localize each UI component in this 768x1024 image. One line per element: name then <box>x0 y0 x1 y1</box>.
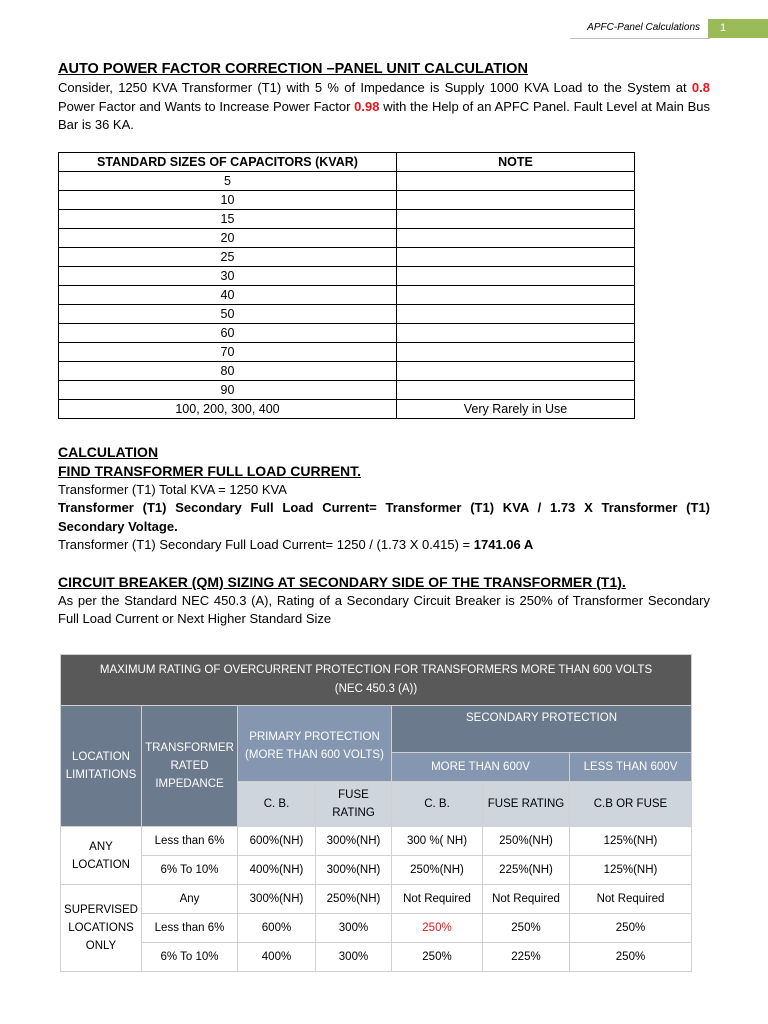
table-cell: 300% <box>316 943 392 972</box>
transformer-kva-line: Transformer (T1) Total KVA = 1250 KVA <box>58 481 287 497</box>
primary-fuse-header: FUSE RATING <box>316 782 392 827</box>
secondary-protection-header: SECONDARY PROTECTION <box>392 706 692 753</box>
table-cell <box>397 304 635 323</box>
table-cell <box>397 209 635 228</box>
table-cell: 125%(NH) <box>570 856 692 885</box>
table-cell: 250%(NH) <box>316 885 392 914</box>
secondary-fuse-header: FUSE RATING <box>483 782 570 827</box>
table-cell <box>397 266 635 285</box>
intro-paragraph <box>58 79 710 135</box>
table-cell: Less than 6% <box>142 914 238 943</box>
table-cell: Less than 6% <box>142 827 238 856</box>
column-header: NOTE <box>397 152 635 171</box>
table-cell: 250% <box>392 943 483 972</box>
table-cell <box>397 171 635 190</box>
table-cell: 250% <box>570 943 692 972</box>
highlighted-cell: 250% <box>392 914 483 943</box>
table-cell <box>397 190 635 209</box>
column-header: STANDARD SIZES OF CAPACITORS (KVAR) <box>59 152 397 171</box>
table-cell: 20 <box>59 228 397 247</box>
header-rule <box>570 38 710 39</box>
table-row <box>59 190 635 209</box>
table-cell <box>397 228 635 247</box>
table-cell: 300%(NH) <box>316 856 392 885</box>
table-cell: 40 <box>59 285 397 304</box>
table-cell: 25 <box>59 247 397 266</box>
table-cell: 600%(NH) <box>238 827 316 856</box>
table-cell <box>397 361 635 380</box>
rated-impedance-header: TRANSFORMER RATED IMPEDANCE <box>142 706 238 827</box>
breaker-sizing-text: As per the Standard NEC 450.3 (A), Rating of a Secondary Circuit Breaker is 250% of Transformer Secondary Full Load Current or Next Higher Standard Size <box>58 592 710 626</box>
table-cell <box>397 342 635 361</box>
table-cell: 300% <box>316 914 392 943</box>
table-row <box>59 228 635 247</box>
page-number: 1 <box>708 19 768 38</box>
table-row <box>59 304 635 323</box>
calculation-heading: CALCULATION <box>58 443 159 460</box>
table-cell: 225% <box>483 943 570 972</box>
intro-part1: Consider, 1250 KVA Transformer (T1) with 5 % of Impedance is Supply 1000 KVA Load to the System at <box>58 80 692 95</box>
location-limitations-header: LOCATION LIMITATIONS <box>61 706 142 827</box>
table-row <box>59 323 635 342</box>
table-cell: Not Required <box>392 885 483 914</box>
table-cell: 15 <box>59 209 397 228</box>
intro-part3: with the Help of an APFC Panel. Fault Level at Main Bus Bar is 36 KA. <box>58 98 710 132</box>
table-cell: 30 <box>59 266 397 285</box>
table-cell: 6% To 10% <box>142 943 238 972</box>
table-row <box>61 856 692 885</box>
table-row <box>61 943 692 972</box>
table-row <box>61 914 692 943</box>
nec-table-title <box>61 655 692 706</box>
table-row <box>59 285 635 304</box>
table-cell: Very Rarely in Use <box>397 399 635 418</box>
table-cell: 250%(NH) <box>483 827 570 856</box>
table-cell: 100, 200, 300, 400 <box>59 399 397 418</box>
table-row <box>61 885 692 914</box>
table-row <box>61 827 692 856</box>
table-cell: 70 <box>59 342 397 361</box>
table-cell: 300%(NH) <box>316 827 392 856</box>
target-power-factor: 0.98 <box>354 98 380 114</box>
intro-part2: Power Factor and Wants to Increase Power Factor <box>58 98 355 114</box>
full-load-current-result: 1741.06 A <box>473 537 534 552</box>
table-cell: Any <box>142 885 238 914</box>
table-cell: 80 <box>59 361 397 380</box>
table-cell: 400%(NH) <box>238 856 316 885</box>
nec-title-line1: MAXIMUM RATING OF OVERCURRENT PROTECTION FOR TRANSFORMERS MORE THAN 600 VOLTS <box>99 664 653 676</box>
breaker-sizing-heading: CIRCUIT BREAKER (QM) SIZING AT SECONDARY SIDE OF THE TRANSFORMER (T1). <box>58 573 626 590</box>
table-cell: 300%(NH) <box>238 885 316 914</box>
full-load-current-heading: FIND TRANSFORMER FULL LOAD CURRENT. <box>58 462 362 479</box>
primary-protection-header: PRIMARY PROTECTION (MORE THAN 600 VOLTS) <box>238 706 392 782</box>
result-prefix: Transformer (T1) Secondary Full Load Current= 1250 / (1.73 X 0.415) = <box>58 537 474 552</box>
current-power-factor: 0.8 <box>691 80 710 95</box>
table-row <box>59 342 635 361</box>
table-cell: 250% <box>483 914 570 943</box>
table-cell: Not Required <box>570 885 692 914</box>
table-cell: 300 %( NH) <box>392 827 483 856</box>
table-cell: 125%(NH) <box>570 827 692 856</box>
table-cell: 250% <box>570 914 692 943</box>
table-row <box>59 380 635 399</box>
secondary-cb-header: C. B. <box>392 782 483 827</box>
table-row <box>59 266 635 285</box>
table-header-row <box>59 152 635 171</box>
table-cell: 10 <box>59 190 397 209</box>
document-title: AUTO POWER FACTOR CORRECTION –PANEL UNIT CALCULATION <box>58 61 528 77</box>
nec-protection-table <box>60 654 692 972</box>
table-cell: 50 <box>59 304 397 323</box>
full-load-current-formula: Transformer (T1) Secondary Full Load Current= Transformer (T1) KVA / 1.73 X Transformer (T1) Secondary Voltage. <box>58 500 710 534</box>
table-row <box>59 399 635 418</box>
table-row <box>59 247 635 266</box>
table-cell: 225%(NH) <box>483 856 570 885</box>
any-location-label: ANY LOCATION <box>61 827 142 885</box>
table-row <box>59 361 635 380</box>
full-load-current-result-line <box>58 536 710 555</box>
table-cell <box>397 323 635 342</box>
table-cell: 400% <box>238 943 316 972</box>
primary-cb-header: C. B. <box>238 782 316 827</box>
document-body <box>58 60 710 629</box>
nec-title-line2: (NEC 450.3 (A)) <box>334 683 418 695</box>
nec-header-row <box>61 706 692 753</box>
table-cell <box>397 380 635 399</box>
table-cell: 60 <box>59 323 397 342</box>
table-row <box>59 209 635 228</box>
table-cell: 90 <box>59 380 397 399</box>
table-row <box>59 171 635 190</box>
table-cell: 5 <box>59 171 397 190</box>
table-cell: Not Required <box>483 885 570 914</box>
nec-title-row <box>61 655 692 706</box>
less-than-600v-header: LESS THAN 600V <box>570 753 692 782</box>
table-cell: 6% To 10% <box>142 856 238 885</box>
table-cell: 600% <box>238 914 316 943</box>
table-cell <box>397 285 635 304</box>
capacitor-sizes-table <box>58 152 635 419</box>
running-title: APFC-Panel Calculations <box>587 22 700 33</box>
cb-or-fuse-header: C.B OR FUSE <box>570 782 692 827</box>
table-cell <box>397 247 635 266</box>
table-cell: 250%(NH) <box>392 856 483 885</box>
more-than-600v-header: MORE THAN 600V <box>392 753 570 782</box>
supervised-locations-label: SUPERVISED LOCATIONS ONLY <box>61 885 142 972</box>
